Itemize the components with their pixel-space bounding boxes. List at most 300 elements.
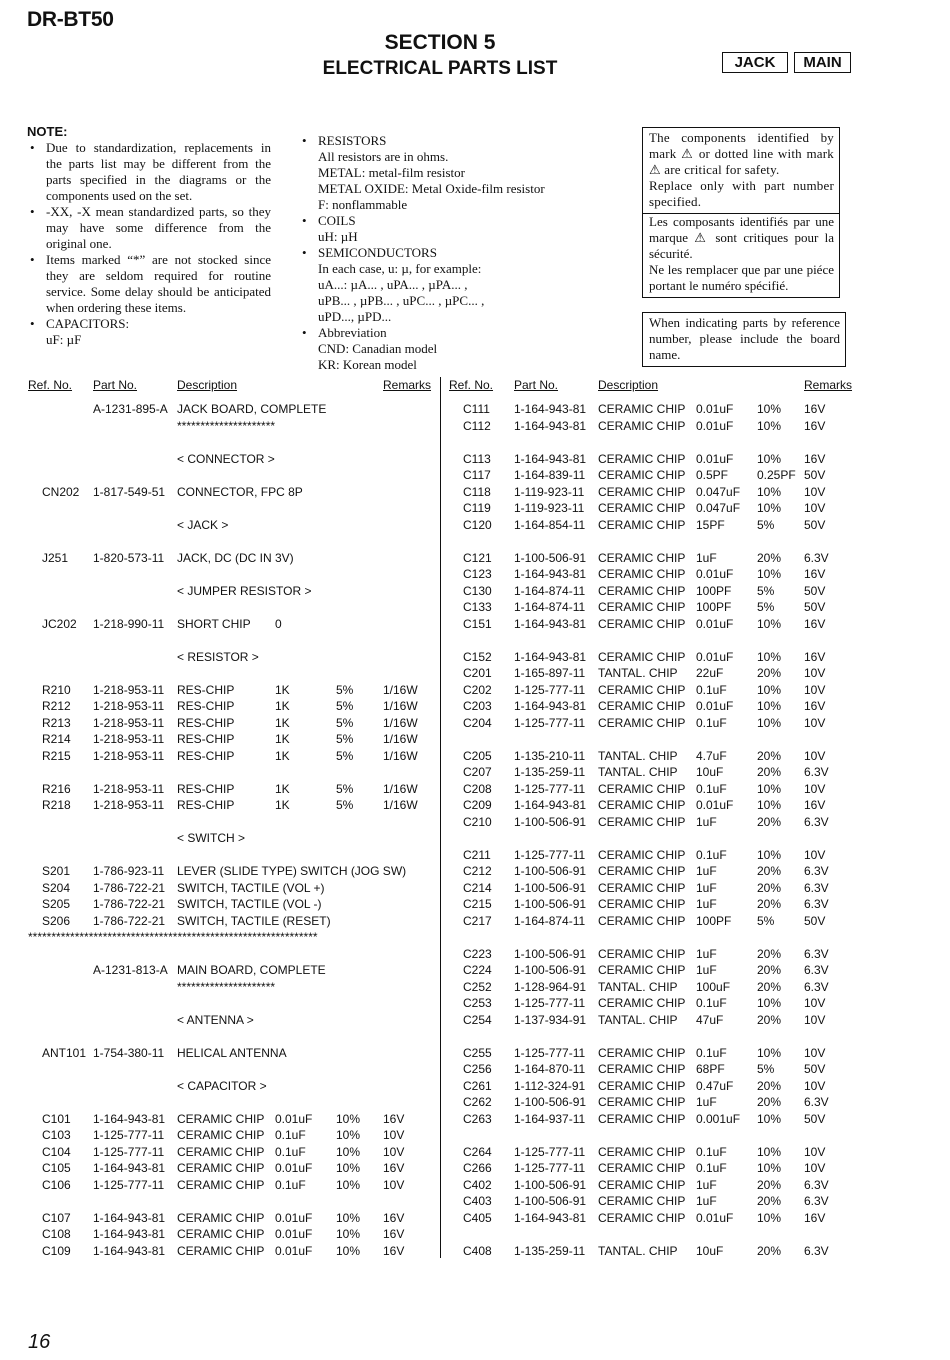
- tolerance: 10%: [757, 781, 782, 796]
- description: TANTAL. CHIP: [598, 979, 678, 994]
- rating: 6.3V: [804, 1177, 829, 1192]
- value: 100uF: [696, 979, 731, 994]
- value: 0.1uF: [696, 1144, 727, 1159]
- part-no: 1-125-777-11: [514, 682, 586, 697]
- value: 0.1uF: [696, 847, 727, 862]
- ref-no: C255: [463, 1045, 492, 1060]
- rating: 6.3V: [804, 864, 829, 878]
- rating: 1/16W: [383, 699, 418, 713]
- value: 47uF: [696, 1012, 724, 1027]
- ref-no: C209: [463, 798, 492, 812]
- header-ref-no-right: Ref. No.: [449, 378, 494, 392]
- ref-no: S201: [42, 864, 71, 878]
- part-no: 1-112-324-91: [514, 1078, 586, 1093]
- tolerance: 5%: [757, 913, 775, 928]
- tolerance: 20%: [757, 1243, 782, 1258]
- value: 0.01uF: [275, 1210, 313, 1225]
- part-no: A-1231-813-A: [93, 963, 168, 977]
- rating: 6.3V: [804, 946, 829, 961]
- value: 1K: [275, 748, 290, 763]
- description: CERAMIC CHIP: [598, 468, 686, 482]
- tolerance: 10%: [757, 715, 782, 730]
- part-no: 1-125-777-11: [514, 715, 586, 730]
- tolerance: 10%: [757, 699, 782, 713]
- value: 68PF: [696, 1062, 725, 1076]
- ref-no: CN202: [42, 484, 80, 499]
- ref-no: C104: [42, 1144, 71, 1159]
- ref-no: R214: [42, 732, 71, 746]
- tolerance: 20%: [757, 765, 782, 779]
- header-remarks-right: Remarks: [804, 378, 853, 392]
- ref-no: C202: [463, 682, 492, 697]
- ref-no: S205: [42, 897, 71, 911]
- part-no: 1-164-937-11: [514, 1111, 586, 1126]
- rating: 10V: [804, 1045, 826, 1060]
- tolerance: 20%: [757, 1194, 782, 1208]
- part-no: 1-164-943-81: [514, 418, 587, 433]
- note-abbreviation: • Abbreviation CND: Canadian model KR: Korean model: [299, 325, 599, 373]
- description: CERAMIC CHIP: [598, 897, 686, 911]
- notes-list-2: [299, 133, 599, 373]
- ref-no: C263: [463, 1111, 492, 1126]
- value: 1K: [275, 699, 290, 713]
- ref-no: C119: [463, 501, 491, 515]
- tolerance: 5%: [757, 517, 775, 532]
- ref-no: C152: [463, 649, 492, 664]
- part-no: 1-125-777-11: [93, 1144, 165, 1159]
- rating: 6.3V: [804, 1095, 829, 1109]
- rating: 10V: [804, 484, 826, 499]
- ref-no: C405: [463, 1210, 492, 1225]
- part-no: 1-135-259-11: [514, 765, 586, 779]
- part-no: A-1231-895-A: [93, 402, 168, 416]
- rating: 6.3V: [804, 1243, 829, 1258]
- part-no: 1-100-506-91: [514, 1177, 587, 1192]
- value: 0.1uF: [696, 781, 727, 796]
- ref-no: C408: [463, 1243, 492, 1258]
- rating: 10V: [383, 1177, 405, 1192]
- description: CERAMIC CHIP: [598, 649, 686, 664]
- tolerance: 10%: [336, 1227, 361, 1241]
- rating: 10V: [804, 1078, 826, 1093]
- rating: 1/16W: [383, 732, 418, 746]
- note-semiconductors: • SEMICONDUCTORS In each case, u: µ, for example: uA...: µA... , uPA... , µPA... , uPB... , µPB... , uPC... , µPC... , uPD..., µPD...: [299, 245, 599, 325]
- tolerance: 20%: [757, 1078, 782, 1093]
- description: CERAMIC CHIP: [598, 682, 686, 697]
- ref-no: S204: [42, 880, 71, 895]
- ref-no: C103: [42, 1128, 71, 1142]
- safety-text-english: The components identified by mark ⚠ or dotted line with mark ⚠ are critical for safety. Replace only with part number specified.: [649, 130, 834, 209]
- description: CERAMIC CHIP: [598, 567, 686, 581]
- value: 0.01uF: [696, 699, 734, 713]
- safety-box: [642, 127, 840, 214]
- ref-no: C403: [463, 1194, 492, 1208]
- description: RES-CHIP: [177, 699, 235, 713]
- tolerance: 20%: [757, 1177, 782, 1192]
- description: RES-CHIP: [177, 798, 235, 812]
- rating: 10V: [804, 996, 826, 1010]
- part-no: 1-125-777-11: [514, 1144, 586, 1159]
- part-no: 1-164-874-11: [514, 583, 586, 598]
- value: 0.01uF: [275, 1227, 313, 1241]
- header-part-no-right: Part No.: [514, 378, 559, 392]
- value: 0.01uF: [275, 1161, 313, 1175]
- ref-no: C212: [463, 864, 492, 878]
- part-no: 1-164-874-11: [514, 600, 586, 614]
- ref-no: C117: [463, 468, 491, 482]
- value: 0.1uF: [275, 1144, 306, 1159]
- ref-no: C113: [463, 451, 491, 466]
- part-no: 1-164-943-81: [514, 649, 587, 664]
- tolerance: 5%: [336, 732, 354, 746]
- part-no: 1-100-506-91: [514, 550, 587, 565]
- ref-no: C224: [463, 963, 492, 977]
- value: 0.047uF: [696, 484, 741, 499]
- safety-text-french: Les composants identifiés par une marque ⚠ sont critiques pour la sécurité. Ne les remplacer que par une piéce portant le numéro spécifié.: [649, 214, 834, 293]
- part-no: 1-164-943-81: [93, 1227, 166, 1241]
- part-no: 1-164-943-81: [514, 567, 587, 581]
- value: 0.1uF: [696, 1045, 727, 1060]
- tolerance: 10%: [757, 418, 782, 433]
- value: 0.1uF: [696, 996, 727, 1010]
- part-no: 1-119-923-11: [514, 484, 585, 499]
- part-no: 1-125-777-11: [93, 1128, 165, 1142]
- description: CERAMIC CHIP: [598, 600, 686, 614]
- rating: 50V: [804, 583, 826, 598]
- rating: 50V: [804, 913, 826, 928]
- ref-no: C111: [463, 402, 490, 416]
- tolerance: 20%: [757, 1012, 782, 1027]
- rating: 10V: [804, 1144, 826, 1159]
- ref-no: R210: [42, 682, 71, 697]
- description: CERAMIC CHIP: [598, 1210, 686, 1225]
- ref-no: C106: [42, 1177, 71, 1192]
- value: 15PF: [696, 517, 725, 532]
- tolerance: 10%: [757, 402, 782, 416]
- part-no: 1-125-777-11: [514, 996, 586, 1010]
- rating: 6.3V: [804, 765, 829, 779]
- rating: 6.3V: [804, 1194, 829, 1208]
- description: CERAMIC CHIP: [598, 616, 686, 631]
- part-no: 1-164-839-11: [514, 468, 586, 482]
- ref-no: R216: [42, 781, 71, 796]
- part-no: 1-100-506-91: [514, 864, 587, 878]
- description: CERAMIC CHIP: [177, 1243, 265, 1258]
- rating: 10V: [804, 682, 826, 697]
- ref-no: C105: [42, 1161, 71, 1175]
- value: 1uF: [696, 550, 717, 565]
- ref-no: C211: [463, 847, 491, 862]
- value: 1uF: [696, 897, 717, 911]
- value: 4.7uF: [696, 748, 727, 763]
- part-no: 1-100-506-91: [514, 1194, 587, 1208]
- tolerance: 10%: [757, 847, 782, 862]
- part-no: 1-164-943-81: [93, 1111, 166, 1126]
- part-no: 1-125-777-11: [93, 1177, 165, 1192]
- value: 10uF: [696, 765, 724, 779]
- tolerance: 10%: [757, 1161, 782, 1175]
- ref-no: JC202: [42, 616, 77, 631]
- part-no: 1-164-943-81: [93, 1161, 166, 1175]
- description: LEVER (SLIDE TYPE) SWITCH (JOG SW): [177, 864, 407, 878]
- separator-text: **************************************************************: [28, 930, 318, 944]
- rating: 1/16W: [383, 748, 418, 763]
- part-no: 1-218-953-11: [93, 732, 165, 746]
- description: TANTAL. CHIP: [598, 1243, 678, 1258]
- value: 0.1uF: [275, 1177, 306, 1192]
- description: CERAMIC CHIP: [598, 996, 686, 1010]
- ref-no: C112: [463, 418, 491, 433]
- page-number: 16: [28, 1331, 51, 1353]
- description: < CAPACITOR >: [177, 1078, 267, 1093]
- part-no: 1-100-506-91: [514, 814, 587, 829]
- model-name: DR-BT50: [27, 8, 114, 31]
- rating: 1/16W: [383, 798, 418, 812]
- rating: 10V: [804, 847, 826, 862]
- part-no: 1-754-380-11: [93, 1045, 165, 1060]
- rating: 6.3V: [804, 963, 829, 977]
- reference-note-box: [642, 312, 846, 367]
- part-no: 1-817-549-51: [93, 484, 166, 499]
- rating: 16V: [804, 649, 826, 664]
- rating: 10V: [804, 501, 826, 515]
- value: 1K: [275, 682, 290, 697]
- part-no: 1-125-777-11: [514, 847, 586, 862]
- value: 0.1uF: [275, 1128, 306, 1142]
- description: TANTAL. CHIP: [598, 666, 678, 680]
- description: RES-CHIP: [177, 732, 235, 746]
- part-no: 1-164-943-81: [514, 699, 587, 713]
- tag-jack: JACK: [722, 52, 788, 73]
- part-no: 1-100-506-91: [514, 963, 587, 977]
- part-no: 1-218-953-11: [93, 699, 165, 713]
- tolerance: 10%: [757, 567, 782, 581]
- description: CERAMIC CHIP: [598, 517, 686, 532]
- value: 1K: [275, 732, 290, 746]
- part-no: 1-164-943-81: [514, 402, 587, 416]
- ref-no: C264: [463, 1144, 492, 1159]
- value: 0.01uF: [696, 1210, 734, 1225]
- description: SWITCH, TACTILE (RESET): [177, 913, 331, 928]
- description: TANTAL. CHIP: [598, 765, 678, 779]
- value: 0.1uF: [696, 1161, 727, 1175]
- part-no: 1-164-943-81: [514, 798, 587, 812]
- ref-no: C253: [463, 996, 492, 1010]
- part-no: 1-100-506-91: [514, 946, 587, 961]
- value: 0.01uF: [275, 1111, 313, 1126]
- description: CERAMIC CHIP: [598, 1194, 686, 1208]
- ref-no: C207: [463, 765, 492, 779]
- part-no: 1-165-897-11: [514, 666, 586, 680]
- ref-no: C101: [42, 1111, 71, 1126]
- value: 1uF: [696, 1194, 717, 1208]
- rating: 16V: [804, 616, 826, 631]
- tolerance: 20%: [757, 814, 782, 829]
- tolerance: 10%: [757, 1144, 782, 1159]
- part-no: 1-135-210-11: [514, 748, 586, 763]
- ref-no: C252: [463, 979, 492, 994]
- tolerance: 10%: [336, 1161, 361, 1175]
- header-remarks: Remarks: [383, 378, 432, 392]
- description: < ANTENNA >: [177, 1012, 254, 1027]
- rating: 1/16W: [383, 781, 418, 796]
- tolerance: 10%: [757, 451, 782, 466]
- description: CERAMIC CHIP: [598, 1062, 686, 1076]
- tolerance: 20%: [757, 748, 782, 763]
- tolerance: 10%: [336, 1144, 361, 1159]
- rating: 1/16W: [383, 682, 418, 697]
- tolerance: 10%: [757, 798, 782, 812]
- tolerance: 5%: [336, 682, 354, 697]
- part-no: 1-164-943-81: [514, 1210, 587, 1225]
- description: CERAMIC CHIP: [598, 583, 686, 598]
- ref-no: C130: [463, 583, 492, 598]
- tolerance: 5%: [336, 715, 354, 730]
- ref-no: J251: [42, 550, 69, 565]
- part-no: 1-137-934-91: [514, 1012, 587, 1027]
- rating: 16V: [804, 798, 826, 812]
- part-no: 1-164-943-81: [93, 1243, 166, 1258]
- part-no: 1-218-953-11: [93, 781, 165, 796]
- value: 0: [275, 616, 282, 631]
- value: 0.1uF: [696, 682, 727, 697]
- tolerance: 5%: [336, 798, 354, 812]
- rating: 10V: [804, 1161, 826, 1175]
- description: CERAMIC CHIP: [598, 550, 686, 565]
- rating: 10V: [804, 1012, 826, 1027]
- rating: 16V: [383, 1210, 405, 1225]
- ref-no: C223: [463, 946, 492, 961]
- ref-no: C261: [463, 1078, 492, 1093]
- value: 100PF: [696, 583, 732, 598]
- value: 0.01uF: [696, 616, 734, 631]
- rating: 16V: [804, 451, 826, 466]
- rating: 6.3V: [804, 814, 829, 829]
- rating: 10V: [804, 781, 826, 796]
- description: CERAMIC CHIP: [598, 913, 686, 928]
- column-divider: [440, 377, 441, 1258]
- rating: 6.3V: [804, 880, 829, 895]
- description: JACK, DC (DC IN 3V): [177, 550, 294, 565]
- description: SWITCH, TACTILE (VOL +): [177, 880, 325, 895]
- ref-no: R215: [42, 748, 71, 763]
- description: CERAMIC CHIP: [598, 418, 686, 433]
- value: 0.047uF: [696, 501, 741, 515]
- rating: 1/16W: [383, 715, 418, 730]
- tolerance: 10%: [336, 1210, 361, 1225]
- section-title: ELECTRICAL PARTS LIST: [322, 58, 558, 79]
- rating: 6.3V: [804, 897, 829, 911]
- tolerance: 10%: [757, 649, 782, 664]
- description: CERAMIC CHIP: [598, 880, 686, 895]
- ref-no: C118: [463, 484, 491, 499]
- ref-no: C203: [463, 699, 492, 713]
- description: TANTAL. CHIP: [598, 748, 678, 763]
- description: CERAMIC CHIP: [598, 1078, 686, 1093]
- part-no: 1-128-964-91: [514, 979, 587, 994]
- note-item: • CAPACITORS: uF: µF: [27, 316, 271, 348]
- ref-no: C262: [463, 1095, 492, 1109]
- ref-no: C201: [463, 666, 492, 680]
- ref-no: C109: [42, 1243, 71, 1258]
- part-no: 1-119-923-11: [514, 501, 585, 515]
- part-no: 1-125-777-11: [514, 1161, 586, 1175]
- rating: 16V: [804, 699, 826, 713]
- description: CERAMIC CHIP: [598, 1111, 686, 1126]
- description: CERAMIC CHIP: [598, 798, 686, 812]
- description: CERAMIC CHIP: [177, 1111, 265, 1126]
- tolerance: 5%: [336, 699, 354, 713]
- rating: 50V: [804, 1062, 826, 1076]
- ref-no: C215: [463, 897, 492, 911]
- part-no: 1-164-943-81: [514, 616, 587, 631]
- tolerance: 10%: [336, 1111, 361, 1126]
- tolerance: 20%: [757, 666, 782, 680]
- value: 0.01uF: [275, 1243, 313, 1258]
- part-no: 1-100-506-91: [514, 880, 587, 895]
- rating: 16V: [383, 1227, 405, 1241]
- value: 1uF: [696, 814, 717, 829]
- value: 1K: [275, 715, 290, 730]
- part-no: 1-218-953-11: [93, 798, 165, 812]
- description: CERAMIC CHIP: [177, 1177, 265, 1192]
- rating: 10V: [383, 1144, 405, 1159]
- part-no: 1-100-506-91: [514, 897, 587, 911]
- ref-no: C254: [463, 1012, 492, 1027]
- part-no: 1-786-923-11: [93, 864, 165, 878]
- part-no: 1-786-722-21: [93, 897, 166, 911]
- rating: 16V: [804, 1210, 826, 1225]
- description: < SWITCH >: [177, 831, 246, 845]
- header-description-right: Description: [598, 378, 659, 392]
- rating: 50V: [804, 468, 826, 482]
- part-no: 1-218-953-11: [93, 682, 165, 697]
- description: SHORT CHIP: [177, 616, 251, 631]
- description: CERAMIC CHIP: [598, 814, 686, 829]
- part-no: 1-786-722-21: [93, 880, 166, 895]
- description: MAIN BOARD, COMPLETE: [177, 963, 326, 977]
- value: 10uF: [696, 1243, 724, 1258]
- value: 100PF: [696, 913, 732, 928]
- value: 0.1uF: [696, 715, 727, 730]
- ref-no: C121: [463, 550, 492, 565]
- rating: 6.3V: [804, 550, 829, 565]
- part-no: 1-164-874-11: [514, 913, 586, 928]
- tolerance: 10%: [336, 1243, 361, 1258]
- value: 0.01uF: [696, 649, 734, 664]
- description: JACK BOARD, COMPLETE: [177, 402, 327, 416]
- tolerance: 20%: [757, 897, 782, 911]
- rating: 16V: [804, 567, 826, 581]
- ref-no: C402: [463, 1177, 492, 1192]
- ref-no: C120: [463, 517, 492, 532]
- tolerance: 10%: [757, 682, 782, 697]
- rating: 6.3V: [804, 979, 829, 994]
- tolerance: 10%: [757, 996, 782, 1010]
- tolerance: 20%: [757, 550, 782, 565]
- description: < JUMPER RESISTOR >: [177, 583, 312, 598]
- tolerance: 10%: [757, 616, 782, 631]
- ref-no: C205: [463, 748, 492, 763]
- value: 0.5PF: [696, 468, 729, 482]
- rating: 16V: [804, 418, 826, 433]
- part-no: 1-218-953-11: [93, 715, 165, 730]
- rating: 50V: [804, 517, 826, 532]
- part-no: 1-218-990-11: [93, 616, 165, 631]
- description: CERAMIC CHIP: [598, 501, 686, 515]
- note-item: • -XX, -X mean standardized parts, so they may have some difference from the original one.: [27, 204, 271, 252]
- tolerance: 20%: [757, 946, 782, 961]
